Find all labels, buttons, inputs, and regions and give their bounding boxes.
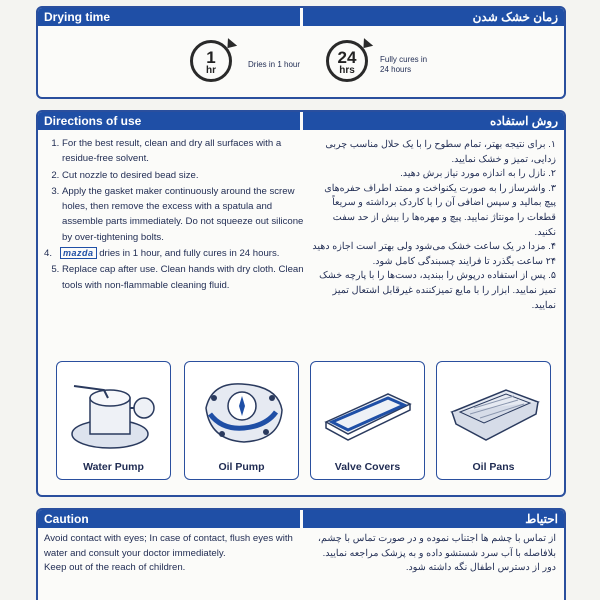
card-label-oil-pans: Oil Pans <box>472 461 515 473</box>
card-label-oil-pump: Oil Pump <box>218 461 265 473</box>
card-label-valve-covers: Valve Covers <box>334 461 401 473</box>
caution-text-fa <box>310 532 556 576</box>
direction-item-1: 1. For the best result, clean and dry all surfaces with a residue-free solvent. <box>62 136 314 167</box>
caution-title-fa: احتیاط <box>303 510 565 528</box>
drying-time-panel <box>36 6 566 99</box>
clock2-caption-line2: 24 hours <box>380 65 412 74</box>
caution-title: Caution <box>38 510 300 528</box>
direction-fa-3: ۳. واشرساز را به صورت یکنواخت و ممتد اطراف حفره‌های پیچ بمالید و سپس اضافی آن را با کاردک برداشته و سریعاً قطعات را مونتاژ نمایید. پیچ و مهره‌ها را بیش از حد سفت نکنید. <box>324 182 556 238</box>
caution-fa-line2: دور از دسترس اطفال نگه داشته شود. <box>405 562 556 574</box>
direction-item-4-text: dries in 1 hour, and fully cures in 24 hours. <box>99 248 280 260</box>
clock2-caption-line1: Fully cures in <box>380 55 428 64</box>
card-water-pump <box>56 361 171 480</box>
caution-fa-line1: از تماس با چشم ها اجتناب نموده و در صورت تماس با چشم، بلافاصله با آب سرد شستشو داده و به پزشک مراجعه نمایید. <box>317 533 556 559</box>
direction-fa-5: ۵. پس از استفاده درپوش را ببندید، دست‌ها را با پارچه خشک تمیز نمایید. ابزار را با مایع تمیزکننده غیرقابل اشتعال تمیز نمایید. <box>319 270 556 311</box>
direction-item-3: 3. Apply the gasket maker continuously around the screw holes, then remove the excess with a spatula and assemble parts immediately. Do not squeeze out silicone by over-tightening bolts. <box>62 184 314 245</box>
drying-time-title: Drying time <box>38 8 300 26</box>
card-oil-pump <box>184 361 299 480</box>
water-pump-icon <box>64 368 164 454</box>
direction-item-5: 5. Replace cap after use. Clean hands with dry cloth. Clean tools with non-flammable cleaning fluid. <box>62 262 314 293</box>
directions-header <box>38 112 564 130</box>
clock1-unit: hr <box>206 65 216 76</box>
direction-fa-1: ۱. برای نتیجه بهتر، تمام سطوح را با یک حلال مناسب چربی زدایی، تمیز و خشک نمایید. <box>325 139 556 165</box>
card-label-water-pump: Water Pump <box>83 461 144 473</box>
clock-icon-24hrs <box>326 40 368 82</box>
clock2-number: 24 <box>337 48 357 67</box>
mazda-logo: mazda <box>60 247 97 259</box>
directions-title: Directions of use <box>38 112 300 130</box>
direction-fa-2: ۲. نازل را به اندازه مورد نیاز برش دهید. <box>400 168 556 180</box>
drying-time-title-fa: زمان خشک شدن <box>303 8 565 26</box>
card-oil-pans <box>436 361 551 480</box>
card-valve-covers <box>310 361 425 480</box>
clock2-caption <box>380 55 427 75</box>
drying-time-header <box>38 8 564 26</box>
caution-text-en <box>44 532 296 576</box>
clock1-caption: Dries in 1 hour <box>248 60 301 69</box>
caution-header <box>38 510 564 528</box>
oil-pan-icon <box>444 368 544 454</box>
caution-en-line2: Keep out of the reach of children. <box>44 562 186 573</box>
clock2-unit: hrs <box>339 65 355 76</box>
direction-fa-4: ۴. مزدا در یک ساعت خشک می‌شود ولی بهتر است اجازه دهید ۲۴ ساعت بگذرد تا فرایند چسبندگی کامل شود. <box>312 241 556 267</box>
direction-item-4: 4. mazda dries in 1 hour, and fully cures in 24 hours. <box>44 248 280 260</box>
clock-icon-1hr <box>190 40 232 82</box>
directions-panel <box>36 110 566 497</box>
caution-en-line1: Avoid contact with eyes; In case of contact, flush eyes with water and consult your doctor immediately. <box>44 533 293 559</box>
valve-cover-icon <box>318 368 418 454</box>
directions-list-en <box>44 136 314 294</box>
directions-list-fa <box>310 138 556 313</box>
caution-panel <box>36 508 566 600</box>
directions-title-fa: روش استفاده <box>303 112 565 130</box>
direction-item-2: 2. Cut nozzle to desired bead size. <box>62 168 314 183</box>
clock1-number: 1 <box>206 48 216 67</box>
oil-pump-icon <box>192 368 292 454</box>
